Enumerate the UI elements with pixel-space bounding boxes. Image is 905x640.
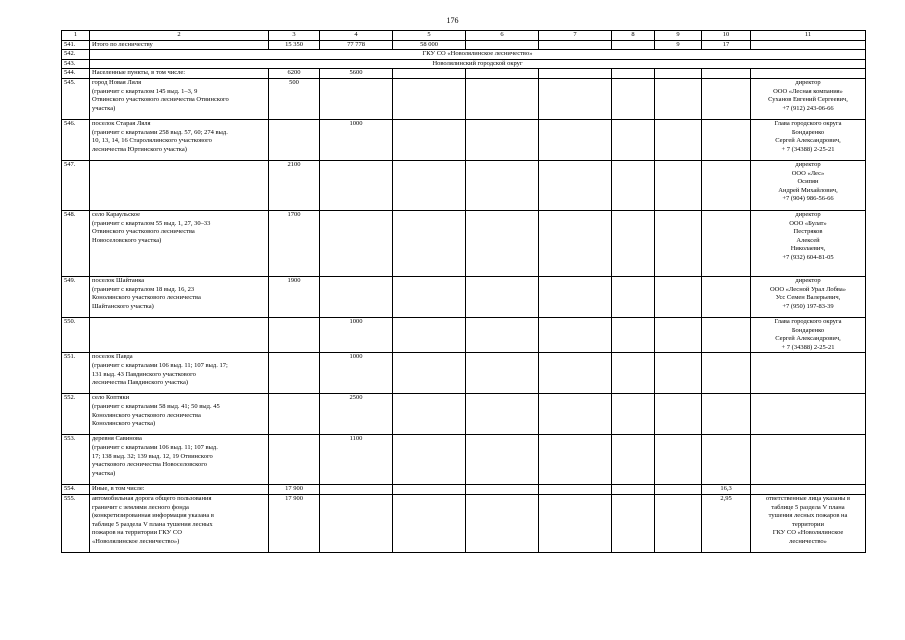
value-cell-c10 — [702, 69, 751, 79]
table-row — [62, 435, 866, 485]
table-row — [62, 317, 866, 352]
value-cell-c6 — [466, 435, 539, 485]
value-cell-c4 — [320, 276, 393, 317]
value-cell-c8 — [612, 485, 655, 495]
value-cell-c3: 1700 — [269, 210, 320, 276]
col-header: 4 — [320, 31, 393, 41]
value-cell-c6 — [466, 353, 539, 394]
value-cell-c6 — [466, 494, 539, 552]
responsible-contact — [751, 435, 866, 485]
value-cell-c5 — [393, 394, 466, 435]
value-cell-c5 — [393, 485, 466, 495]
value-cell-c9 — [655, 394, 702, 435]
column-number-row — [62, 31, 866, 41]
value-cell-c9 — [655, 210, 702, 276]
value-cell-c5 — [393, 353, 466, 394]
value-cell-c10 — [702, 210, 751, 276]
value-cell-c10 — [702, 435, 751, 485]
col-header: 1 — [62, 31, 90, 41]
responsible-contact: директор ООО «Лесная компания» Суханов Евгений Сергеевич, +7 (912) 243-06-66 — [751, 78, 866, 119]
value-cell-c9 — [655, 119, 702, 160]
value-cell-c6 — [466, 40, 539, 50]
value-cell-c7 — [539, 78, 612, 119]
value-cell-c3: 500 — [269, 78, 320, 119]
value-cell-c8 — [612, 210, 655, 276]
row-number: 554. — [62, 485, 90, 495]
value-cell-c7 — [539, 210, 612, 276]
settlement-name: деревня Савинова (граничит с кварталами 106 выд. 11; 107 выд. 17; 138 выд. 32; 139 выд. 12, 19 Отвинского участкового лесничества Новоселовского участка) — [90, 435, 269, 485]
responsible-contact — [751, 69, 866, 79]
col-header: 10 — [702, 31, 751, 41]
col-header: 11 — [751, 31, 866, 41]
settlement-name: Иные, в том числе: — [90, 485, 269, 495]
table-row — [62, 59, 866, 69]
value-cell-c9 — [655, 353, 702, 394]
row-number: 542. — [62, 50, 90, 60]
value-cell-c5 — [393, 276, 466, 317]
value-cell-c4: 2500 — [320, 394, 393, 435]
value-cell-c6 — [466, 69, 539, 79]
value-cell-c10 — [702, 394, 751, 435]
value-cell-c10 — [702, 78, 751, 119]
value-cell-c10: 2,95 — [702, 494, 751, 552]
value-cell-c5 — [393, 317, 466, 352]
value-cell-c6 — [466, 317, 539, 352]
value-cell-c8 — [612, 160, 655, 210]
table-row — [62, 50, 866, 60]
value-cell-c10: 16,3 — [702, 485, 751, 495]
value-cell-c4: 1000 — [320, 317, 393, 352]
value-cell-c4: 1000 — [320, 353, 393, 394]
value-cell-c5 — [393, 494, 466, 552]
value-cell-c7 — [539, 494, 612, 552]
value-cell-c8 — [612, 435, 655, 485]
value-cell-c3: 15 350 — [269, 40, 320, 50]
value-cell-c7 — [539, 353, 612, 394]
value-cell-c4: 1000 — [320, 119, 393, 160]
value-cell-c4 — [320, 160, 393, 210]
value-cell-c6 — [466, 119, 539, 160]
row-number: 550. — [62, 317, 90, 352]
value-cell-c5 — [393, 160, 466, 210]
value-cell-c3: 2100 — [269, 160, 320, 210]
col-header: 8 — [612, 31, 655, 41]
value-cell-c9 — [655, 435, 702, 485]
value-cell-c6 — [466, 210, 539, 276]
value-cell-c6 — [466, 160, 539, 210]
value-cell-c4 — [320, 210, 393, 276]
value-cell-c7 — [539, 317, 612, 352]
value-cell-c8 — [612, 494, 655, 552]
table-row — [62, 78, 866, 119]
row-number: 541. — [62, 40, 90, 50]
value-cell-c5 — [393, 119, 466, 160]
value-cell-c8 — [612, 276, 655, 317]
col-header: 9 — [655, 31, 702, 41]
row-number: 543. — [62, 59, 90, 69]
value-cell-c10 — [702, 317, 751, 352]
row-number: 547. — [62, 160, 90, 210]
section-heading: Новолялинский городской округ — [90, 59, 866, 69]
value-cell-c4 — [320, 78, 393, 119]
value-cell-c9 — [655, 317, 702, 352]
value-cell-c4: 5600 — [320, 69, 393, 79]
value-cell-c3: 1900 — [269, 276, 320, 317]
row-number: 545. — [62, 78, 90, 119]
responsible-contact — [751, 40, 866, 50]
value-cell-c9 — [655, 69, 702, 79]
value-cell-c9 — [655, 160, 702, 210]
value-cell-c3: 17 900 — [269, 485, 320, 495]
value-cell-c7 — [539, 394, 612, 435]
value-cell-c9 — [655, 78, 702, 119]
value-cell-c7 — [539, 160, 612, 210]
responsible-contact: директор ООО «Лес» Осипян Андрей Михайлович, +7 (904) 986-56-66 — [751, 160, 866, 210]
value-cell-c8 — [612, 353, 655, 394]
responsible-contact: Глава городского округа Бондаренко Сергей Александрович, + 7 (34388) 2-25-21 — [751, 317, 866, 352]
table-row — [62, 40, 866, 50]
section-heading: ГКУ СО «Новолялинское лесничество» — [90, 50, 866, 60]
value-cell-c8 — [612, 40, 655, 50]
value-cell-c5 — [393, 210, 466, 276]
row-number: 551. — [62, 353, 90, 394]
settlement-name: поселок Павда (граничит с кварталами 106 выд. 11; 107 выд. 17; 131 выд. 43 Павдинского участкового лесничества Павдинского участка) — [90, 353, 269, 394]
row-number: 549. — [62, 276, 90, 317]
settlement-name: поселок Шайтанка (граничит с кварталом 18 выд. 16, 23 Конолянского участкового лесничества Шайтанского участка) — [90, 276, 269, 317]
value-cell-c4: 77 778 — [320, 40, 393, 50]
value-cell-c10 — [702, 353, 751, 394]
value-cell-c3 — [269, 394, 320, 435]
row-number: 548. — [62, 210, 90, 276]
value-cell-c5 — [393, 78, 466, 119]
settlement-name: село Коптяки (граничит с кварталами 58 выд. 41; 50 выд. 45 Конолянского участкового лесничества Конолянского участка) — [90, 394, 269, 435]
table-row — [62, 276, 866, 317]
responsible-contact — [751, 353, 866, 394]
settlement-name: Населенные пункты, в том числе: — [90, 69, 269, 79]
col-header: 7 — [539, 31, 612, 41]
value-cell-c3: 17 900 — [269, 494, 320, 552]
value-cell-c7 — [539, 40, 612, 50]
value-cell-c4 — [320, 485, 393, 495]
settlement-name: город Новая Ляля (граничит с кварталом 145 выд. 1–3, 9 Отвинского участкового лесничества Отвинского участка) — [90, 78, 269, 119]
table-row — [62, 69, 866, 79]
responsible-contact — [751, 485, 866, 495]
row-number: 555. — [62, 494, 90, 552]
value-cell-c6 — [466, 485, 539, 495]
row-number: 544. — [62, 69, 90, 79]
table-row — [62, 210, 866, 276]
settlement-name — [90, 160, 269, 210]
value-cell-c10: 17 — [702, 40, 751, 50]
row-number: 553. — [62, 435, 90, 485]
value-cell-c6 — [466, 394, 539, 435]
value-cell-c10 — [702, 160, 751, 210]
value-cell-c5 — [393, 69, 466, 79]
value-cell-c8 — [612, 394, 655, 435]
col-header: 2 — [90, 31, 269, 41]
settlement-name: автомобильная дорога общего пользования граничит с землями лесного фонда (конкретизированная информация указана в таблице 5 раздела V плана тушения лесных пожаров на территории ГКУ СО «Новолялинское лесничество») — [90, 494, 269, 552]
col-header: 3 — [269, 31, 320, 41]
forest-fire-table — [61, 30, 866, 553]
value-cell-c9 — [655, 494, 702, 552]
value-cell-c9 — [655, 276, 702, 317]
value-cell-c10 — [702, 119, 751, 160]
value-cell-c5 — [393, 435, 466, 485]
value-cell-c9 — [655, 485, 702, 495]
value-cell-c3 — [269, 353, 320, 394]
value-cell-c3: 6200 — [269, 69, 320, 79]
value-cell-c3 — [269, 435, 320, 485]
value-cell-c5: 58 000 — [393, 40, 466, 50]
responsible-contact — [751, 394, 866, 435]
value-cell-c10 — [702, 276, 751, 317]
responsible-contact: Глава городского округа Бондаренко Сергей Александрович, + 7 (34388) 2-25-21 — [751, 119, 866, 160]
value-cell-c8 — [612, 317, 655, 352]
table-row — [62, 394, 866, 435]
value-cell-c7 — [539, 485, 612, 495]
table-row — [62, 119, 866, 160]
value-cell-c3 — [269, 317, 320, 352]
table-row — [62, 160, 866, 210]
value-cell-c4: 1100 — [320, 435, 393, 485]
responsible-contact: директор ООО «Булат» Пестряков Алексей Николаевич, +7 (932) 604-81-05 — [751, 210, 866, 276]
table-row — [62, 494, 866, 552]
value-cell-c7 — [539, 276, 612, 317]
table-row — [62, 485, 866, 495]
value-cell-c3 — [269, 119, 320, 160]
value-cell-c4 — [320, 494, 393, 552]
responsible-contact: директор ООО «Лесной Урал Лобва» Усс Семен Валерьевич, +7 (950) 197-83-39 — [751, 276, 866, 317]
col-header: 6 — [466, 31, 539, 41]
table-row — [62, 353, 866, 394]
responsible-contact: ответственные лица указаны в таблице 5 раздела V плана тушения лесных пожаров на территории ГКУ СО «Новолялинское лесничество» — [751, 494, 866, 552]
value-cell-c8 — [612, 69, 655, 79]
settlement-name: поселок Старая Ляля (граничит с кварталами 258 выд. 57, 60; 274 выд. 10, 13, 14, 16 Старолялинского участкового лесничества Юртинского участка) — [90, 119, 269, 160]
row-number: 552. — [62, 394, 90, 435]
page-number: 176 — [446, 16, 459, 25]
value-cell-c6 — [466, 276, 539, 317]
value-cell-c9: 9 — [655, 40, 702, 50]
settlement-name — [90, 317, 269, 352]
value-cell-c6 — [466, 78, 539, 119]
value-cell-c8 — [612, 119, 655, 160]
value-cell-c7 — [539, 119, 612, 160]
settlement-name: село Караульское (граничит с кварталом 55 выд. 1, 27, 30–33 Отвинского участкового лесничества Новоселовского участка) — [90, 210, 269, 276]
value-cell-c8 — [612, 78, 655, 119]
row-number: 546. — [62, 119, 90, 160]
settlement-name: Итого по лесничеству — [90, 40, 269, 50]
col-header: 5 — [393, 31, 466, 41]
value-cell-c7 — [539, 435, 612, 485]
value-cell-c7 — [539, 69, 612, 79]
